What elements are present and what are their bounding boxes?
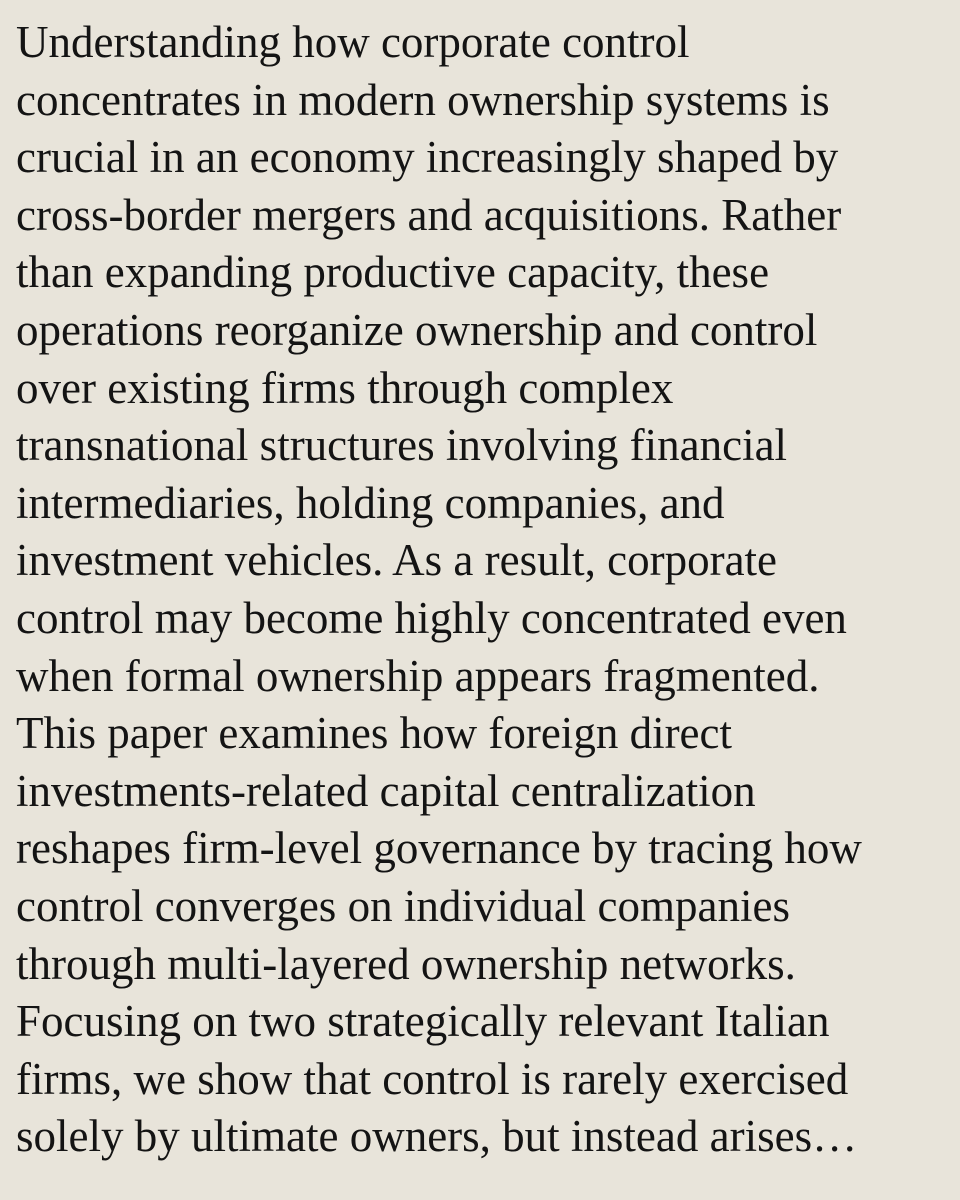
abstract-line: when formal ownership appears fragmented. <box>16 650 820 701</box>
abstract-line: solely by ultimate owners, but instead arises… <box>16 1111 858 1162</box>
abstract-line: control may become highly concentrated even <box>16 592 847 643</box>
abstract-line: intermediaries, holding companies, and <box>16 477 725 528</box>
abstract-line: Understanding how corporate control <box>16 17 690 67</box>
abstract-line: through multi-layered ownership networks. <box>16 938 796 989</box>
abstract-paragraph <box>16 14 944 1166</box>
abstract-line: operations reorganize ownership and control <box>16 304 818 355</box>
abstract-line: than expanding productive capacity, these <box>16 247 770 298</box>
abstract-line: investments-related capital centralization <box>16 765 756 816</box>
abstract-line: This paper examines how foreign direct <box>16 708 733 759</box>
abstract-line: firms, we show that control is rarely exercised <box>16 1053 849 1104</box>
abstract-line: crucial in an economy increasingly shaped by <box>16 132 839 183</box>
abstract-line: investment vehicles. As a result, corporate <box>16 535 778 586</box>
abstract-line: over existing firms through complex <box>16 362 674 413</box>
abstract-line: concentrates in modern ownership systems is <box>16 74 830 125</box>
abstract-line: cross-border mergers and acquisitions. Rather <box>16 189 842 240</box>
abstract-line: transnational structures involving financial <box>16 420 788 471</box>
abstract-line: control converges on individual companies <box>16 880 790 931</box>
abstract-line: reshapes firm-level governance by tracing how <box>16 823 862 874</box>
abstract-line: Focusing on two strategically relevant Italian <box>16 996 830 1047</box>
